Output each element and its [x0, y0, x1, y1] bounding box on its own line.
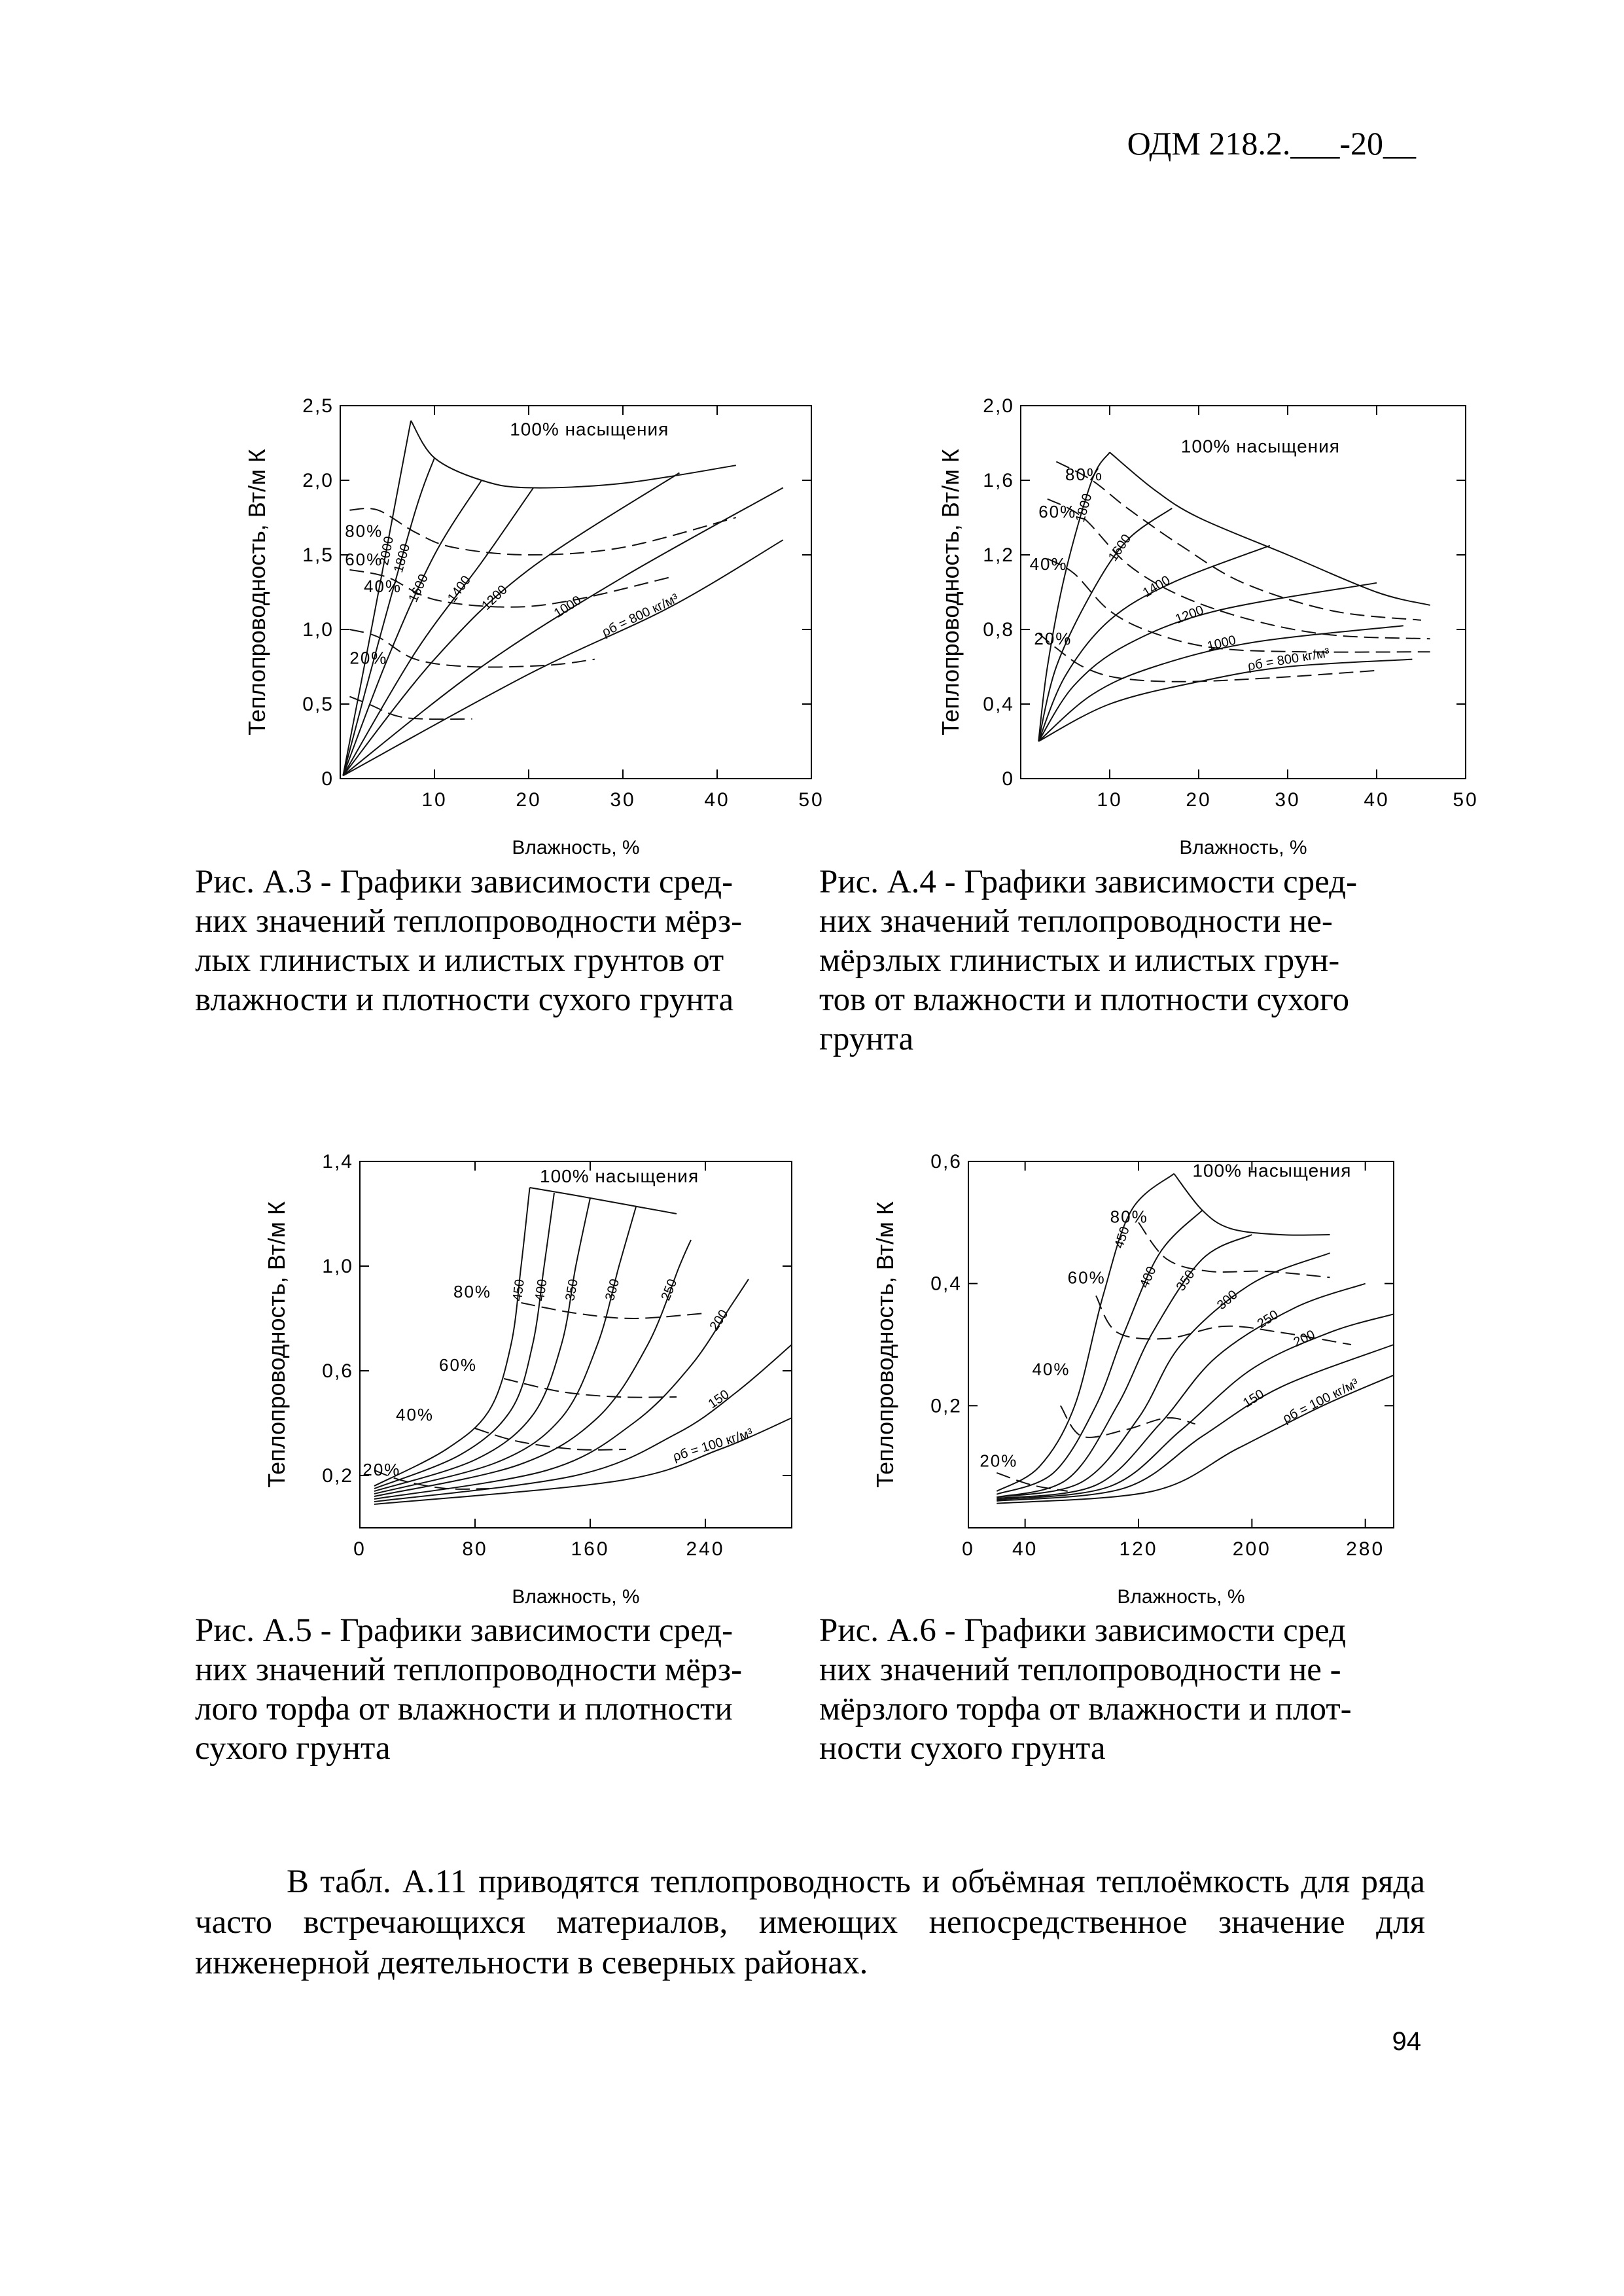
chart-a4	[870, 386, 1498, 857]
x-tick-label: 40	[704, 789, 730, 811]
plot-frame	[1021, 406, 1466, 779]
y-axis-label: Теплопроводность, Вт/м К	[243, 449, 270, 735]
chart-svg-a4	[870, 386, 1498, 857]
density-label: 1600	[1105, 531, 1135, 564]
x-tick-label: 10	[421, 789, 448, 811]
saturation-percent-label: 80%	[345, 521, 383, 541]
x-tick-label: 30	[1275, 789, 1301, 811]
density-label: 400	[1137, 1264, 1159, 1290]
series-line-250	[997, 1284, 1365, 1499]
density-label: 450	[1112, 1224, 1133, 1250]
x-tick-label: 0	[962, 1538, 975, 1560]
density-label: 300	[603, 1277, 623, 1303]
x-tick-label: 50	[1453, 789, 1479, 811]
chart-a5	[262, 1132, 824, 1608]
y-tick-label: 1,0	[322, 1256, 353, 1277]
y-tick-label: 0,2	[930, 1395, 962, 1417]
series-line-1800	[1038, 452, 1110, 741]
y-tick-label: 1,4	[322, 1151, 353, 1173]
density-label: 250	[658, 1277, 680, 1303]
y-tick-label: 0,6	[930, 1151, 962, 1173]
caption-a5: Рис. А.5 - Графики зависимости сред- них значений теплопроводности мёрз- лого торфа от влажности и плотности сухого грунта	[195, 1612, 743, 1767]
series-line-150	[374, 1345, 792, 1502]
y-tick-label: 0,4	[983, 694, 1014, 715]
x-tick-label: 50	[798, 789, 824, 811]
saturation-percent-label: 20%	[980, 1451, 1018, 1471]
x-tick-label: 160	[571, 1538, 610, 1560]
series-line-1800	[343, 458, 434, 776]
caption-a3: Рис. А.3 - Графики зависимости сред- них значений теплопроводности мёрз- лых глинистых и илистых грунтов от влажности и плотности сухого грунта	[195, 864, 743, 1018]
series-line-250	[374, 1240, 691, 1496]
document-code: ОДМ 218.2.___-20__	[1127, 125, 1416, 162]
chart-svg-a6	[872, 1132, 1446, 1608]
density-label: 200	[1291, 1327, 1318, 1350]
y-tick-label: 0,8	[983, 619, 1014, 641]
saturation-percent-label: 20%	[349, 648, 388, 668]
body-paragraph: В табл. А.11 приводятся теплопроводность и объёмная теплоёмкость для ряда часто встречающихся материалов, имеющих непосредственное значение для инженерной деятельности в северных районах.	[195, 1863, 1425, 1981]
series-line-20%	[997, 1473, 1067, 1491]
saturation-percent-label: 60%	[345, 549, 383, 569]
saturation-label: 100% насыщения	[1192, 1160, 1352, 1181]
density-label: 150	[705, 1387, 732, 1412]
saturation-percent-label: 40%	[1032, 1359, 1070, 1379]
y-tick-label: 0,5	[302, 694, 334, 715]
density-label: ρб = 800 кг/м³	[1246, 645, 1331, 674]
density-label: 1800	[1073, 491, 1095, 524]
chart-svg-a5	[262, 1132, 824, 1608]
density-label: 1000	[1205, 633, 1238, 654]
y-tick-label: 2,5	[302, 395, 334, 417]
x-tick-label: 280	[1346, 1538, 1385, 1560]
density-label: 200	[707, 1307, 732, 1333]
density-label: 1200	[1173, 603, 1206, 627]
series-line-80%	[521, 1303, 705, 1318]
y-tick-label: 2,0	[302, 470, 334, 491]
density-label: 350	[563, 1278, 581, 1302]
chart-a3	[216, 386, 844, 857]
saturation-percent-label: 80%	[453, 1282, 492, 1301]
y-tick-label: 0,2	[322, 1465, 353, 1487]
x-tick-label: 40	[1364, 789, 1390, 811]
density-label: 1400	[1140, 573, 1173, 601]
density-label: 350	[1173, 1267, 1198, 1294]
density-label: ρб = 100 кг/м³	[671, 1426, 755, 1464]
series-line-80%	[1139, 1222, 1330, 1277]
x-tick-label: 200	[1232, 1538, 1271, 1560]
series-line-400	[997, 1210, 1202, 1494]
density-label: 1200	[479, 582, 510, 613]
y-tick-label: 0,6	[322, 1360, 353, 1382]
density-label: 250	[1254, 1307, 1281, 1332]
saturation-percent-label: 40%	[1029, 554, 1068, 574]
y-tick-label: 2,0	[983, 395, 1014, 417]
saturation-percent-label: 40%	[396, 1405, 434, 1424]
density-label: 1000	[551, 593, 584, 621]
y-tick-label: 0	[321, 768, 334, 790]
y-tick-label: 1,0	[302, 619, 334, 641]
saturation-label: 100% насыщения	[540, 1166, 699, 1186]
x-tick-label: 20	[1186, 789, 1212, 811]
x-tick-label: 20	[516, 789, 542, 811]
density-label: 400	[532, 1278, 550, 1302]
density-label: ρб = 800 кг/м³	[599, 591, 681, 640]
density-label: 300	[1214, 1287, 1241, 1313]
x-tick-label: 30	[610, 789, 636, 811]
series-line-300	[374, 1206, 636, 1494]
x-tick-label: 240	[686, 1538, 725, 1560]
x-axis-label: Влажность, %	[512, 837, 640, 858]
saturation-percent-label: 60%	[439, 1355, 478, 1375]
caption-a6: Рис. А.6 - Графики зависимости сред них значений теплопроводности не - мёрзлого торфа от влажности и плот- ности сухого грунта	[819, 1612, 1352, 1767]
y-tick-label: 1,5	[302, 544, 334, 566]
series-line-80%	[1056, 462, 1421, 620]
saturation-percent-label: 80%	[1065, 465, 1104, 484]
density-label: 1600	[406, 572, 431, 605]
density-label: 1400	[444, 573, 474, 605]
series-line-400	[374, 1193, 554, 1489]
density-label: 1800	[391, 542, 414, 574]
saturation-percent-label: 60%	[1067, 1267, 1106, 1288]
y-axis-label: Теплопроводность, Вт/м К	[937, 449, 964, 735]
saturation-label: 100% насыщения	[1180, 436, 1340, 457]
y-tick-label: 0,4	[930, 1273, 962, 1295]
series-line-200	[374, 1279, 749, 1499]
x-axis-label: Влажность, %	[1117, 1586, 1245, 1608]
density-label: 2000	[377, 535, 397, 567]
saturation-percent-label: 80%	[1110, 1207, 1148, 1227]
page-number: 94	[1392, 2027, 1421, 2056]
series-line-800	[343, 540, 783, 775]
y-axis-label: Теплопроводность, Вт/м К	[872, 1201, 898, 1488]
x-axis-label: Влажность, %	[1179, 837, 1307, 858]
saturation-percent-label: 20%	[1034, 628, 1072, 648]
chart-svg-a3	[216, 386, 844, 857]
series-line-60%	[504, 1379, 677, 1398]
saturation-percent-label: 20%	[362, 1460, 401, 1479]
series-line-60%	[1048, 499, 1430, 639]
plot-frame	[360, 1161, 792, 1528]
x-tick-label: 120	[1119, 1538, 1158, 1560]
x-tick-label: 40	[1012, 1538, 1038, 1560]
y-axis-label: Теплопроводность, Вт/м К	[263, 1201, 290, 1488]
series-line-2000	[343, 421, 414, 776]
chart-a6	[872, 1132, 1446, 1608]
density-label: 150	[1241, 1386, 1267, 1411]
x-axis-label: Влажность, %	[512, 1586, 640, 1608]
x-tick-label: 80	[462, 1538, 488, 1560]
density-label: ρб = 100 кг/м³	[1280, 1375, 1361, 1426]
saturation-percent-label: 60%	[1038, 502, 1077, 521]
density-label: 450	[510, 1278, 527, 1302]
y-tick-label: 1,2	[983, 544, 1014, 566]
x-tick-label: 0	[353, 1538, 366, 1560]
caption-a4: Рис. А.4 - Графики зависимости сред- них значений теплопроводности не- мёрзлых глинистых и илистых грун- тов от влажности и плотности сухого грунта	[819, 864, 1358, 1057]
y-tick-label: 0	[1002, 768, 1014, 790]
saturation-label: 100% насыщения	[510, 419, 669, 440]
saturation-percent-label: 40%	[364, 576, 402, 596]
y-tick-label: 1,6	[983, 470, 1014, 491]
series-line-100%насыщения	[1174, 1174, 1330, 1235]
x-tick-label: 10	[1097, 789, 1123, 811]
